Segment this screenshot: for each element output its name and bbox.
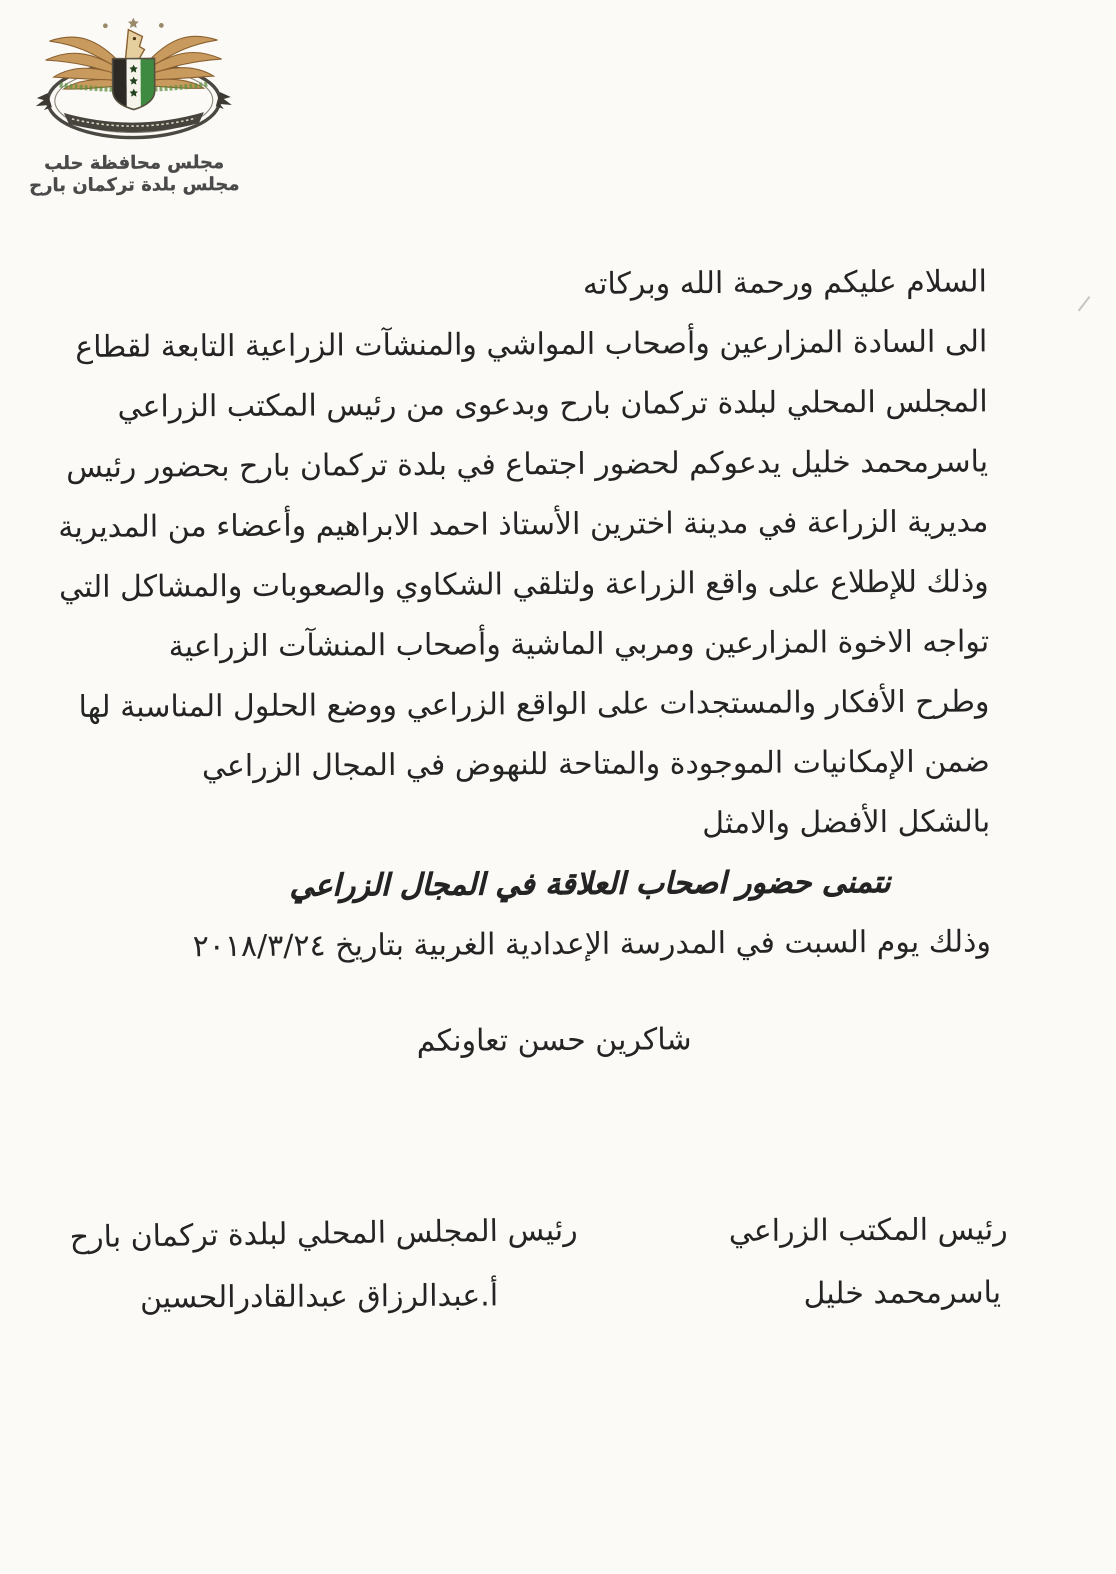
flag-shield-icon	[113, 58, 155, 114]
letter-line: المجلس المحلي لبلدة تركمان بارح وبدعوى من رئيس المكتب الزراعي	[117, 384, 988, 425]
date-line: وذلك يوم السبت في المدرسة الإعدادية الغربية بتاريخ ٢٠١٨/٣/٢٤	[192, 924, 992, 965]
eagle-head-icon	[125, 30, 144, 62]
letter-line: وذلك للإطلاع على واقع الزراعة ولتلقي الشكاوي والصعوبات والمشاكل التي	[58, 564, 989, 606]
letter-line: ياسرمحمد خليل يدعوكم لحضور اجتماع في بلدة تركمان بارح بحضور رئيس	[66, 444, 989, 485]
council-emblem-icon	[33, 16, 234, 151]
star-dots-icon	[103, 17, 164, 28]
letter-line: ضمن الإمكانيات الموجودة والمتاحة للنهوض في المجال الزراعي	[201, 744, 990, 785]
council-letterhead	[25, 16, 242, 197]
signature-right-title: رئيس المكتب الزراعي	[728, 1212, 1008, 1249]
org-name-governorate: مجلس محافظة حلب	[44, 152, 225, 175]
signature-right-name: ياسرمحمد خليل	[803, 1275, 1002, 1312]
signature-left-title: رئيس المجلس المحلي لبلدة تركمان بارح	[69, 1212, 578, 1256]
greeting-line: السلام عليكم ورحمة الله وبركاته	[582, 264, 988, 302]
letter-line: بالشكل الأفضل والامثل	[702, 804, 991, 842]
letter-body	[17, 252, 991, 978]
org-name-town-council: مجلس بلدة تركمان بارح	[29, 173, 240, 197]
letter-line: الى السادة المزارعين وأصحاب المواشي والمنشآت الزراعية التابعة لقطاع	[75, 324, 988, 365]
letter-line: تواجه الاخوة المزارعين ومربي الماشية وأصحاب المنشآت الزراعية	[168, 624, 990, 665]
closing-line: شاكرين حسن تعاونكم	[416, 1022, 692, 1059]
scan-artifact-mark	[1078, 296, 1091, 311]
signature-left-name: أ.عبدالرزاق عبدالقادرالحسين	[139, 1278, 499, 1316]
emphasis-line: نتمنى حضور اصحاب العلاقة في المجال الزراعي	[289, 864, 891, 904]
letter-line: مديرية الزراعة في مدينة اخترين الأستاذ احمد الابراهيم وأعضاء من المديرية	[58, 504, 989, 546]
letter-line: وطرح الأفكار والمستجدات على الواقع الزراعي ووضع الحلول المناسبة لها	[78, 684, 990, 725]
